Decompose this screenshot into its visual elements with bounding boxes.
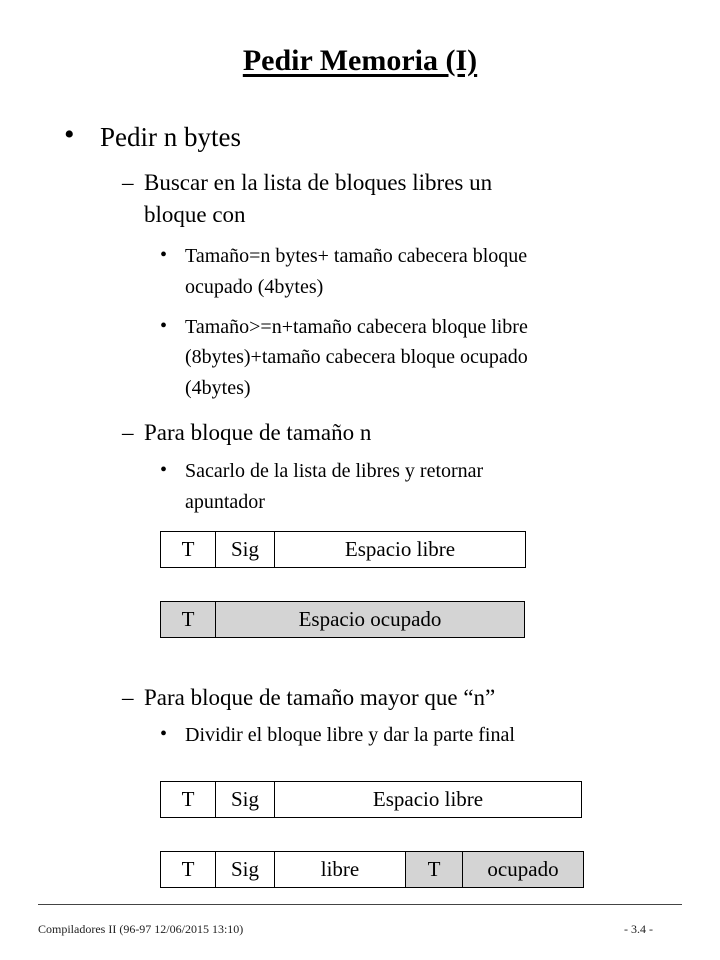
item-1-line-2: ocupado (4bytes) (185, 276, 324, 298)
section-1-heading-cont: bloque con (144, 202, 246, 227)
used-block-diagram (160, 601, 525, 638)
item-3-line-2: apuntador (185, 491, 265, 513)
section-2-heading: Para bloque de tamaño n (144, 420, 372, 445)
cell-next: Sig (215, 851, 275, 888)
cell-used-part: ocupado (462, 851, 584, 888)
dot-marker: • (160, 244, 168, 266)
cell-free-space: Espacio libre (274, 531, 526, 568)
footer-left: Compiladores II (96-97 12/06/2015 13:10) (38, 922, 244, 936)
item-3-line-1: Sacarlo de la lista de libres y retornar (185, 460, 484, 482)
item-2-line-1: Tamaño>=n+tamaño cabecera bloque libre (185, 316, 528, 338)
item-2-line-2: (8bytes)+tamaño cabecera bloque ocupado (185, 346, 528, 368)
dash-marker: – (122, 685, 134, 710)
bullet-dot: • (64, 118, 75, 151)
section-3-heading: Para bloque de tamaño mayor que “n” (144, 685, 496, 710)
dot-marker: • (160, 315, 168, 337)
dot-marker: • (160, 459, 168, 481)
cell-size: T (160, 531, 216, 568)
cell-used-space: Espacio ocupado (215, 601, 525, 638)
free-block-diagram-2 (160, 781, 582, 818)
cell-size: T (160, 851, 216, 888)
split-block-diagram (160, 851, 584, 888)
cell-free-space: Espacio libre (274, 781, 582, 818)
cell-size-used: T (405, 851, 463, 888)
cell-size: T (160, 781, 216, 818)
item-2-line-3: (4bytes) (185, 377, 251, 399)
item-1-line-1: Tamaño=n bytes+ tamaño cabecera bloque (185, 245, 528, 267)
cell-size: T (160, 601, 216, 638)
dot-marker: • (160, 723, 168, 745)
footer-page-number: - 3.4 - (624, 922, 653, 936)
cell-next: Sig (215, 531, 275, 568)
cell-free-part: libre (274, 851, 406, 888)
section-1-heading: Buscar en la lista de bloques libres un (144, 170, 493, 195)
cell-next: Sig (215, 781, 275, 818)
page-title: Pedir Memoria (I) (242, 44, 478, 77)
dash-marker: – (122, 420, 134, 445)
footer-divider (38, 904, 682, 905)
item-4-line-1: Dividir el bloque libre y dar la parte final (185, 724, 515, 746)
bullet-text: Pedir n bytes (100, 122, 241, 152)
free-block-diagram (160, 531, 526, 568)
dash-marker: – (122, 170, 134, 195)
